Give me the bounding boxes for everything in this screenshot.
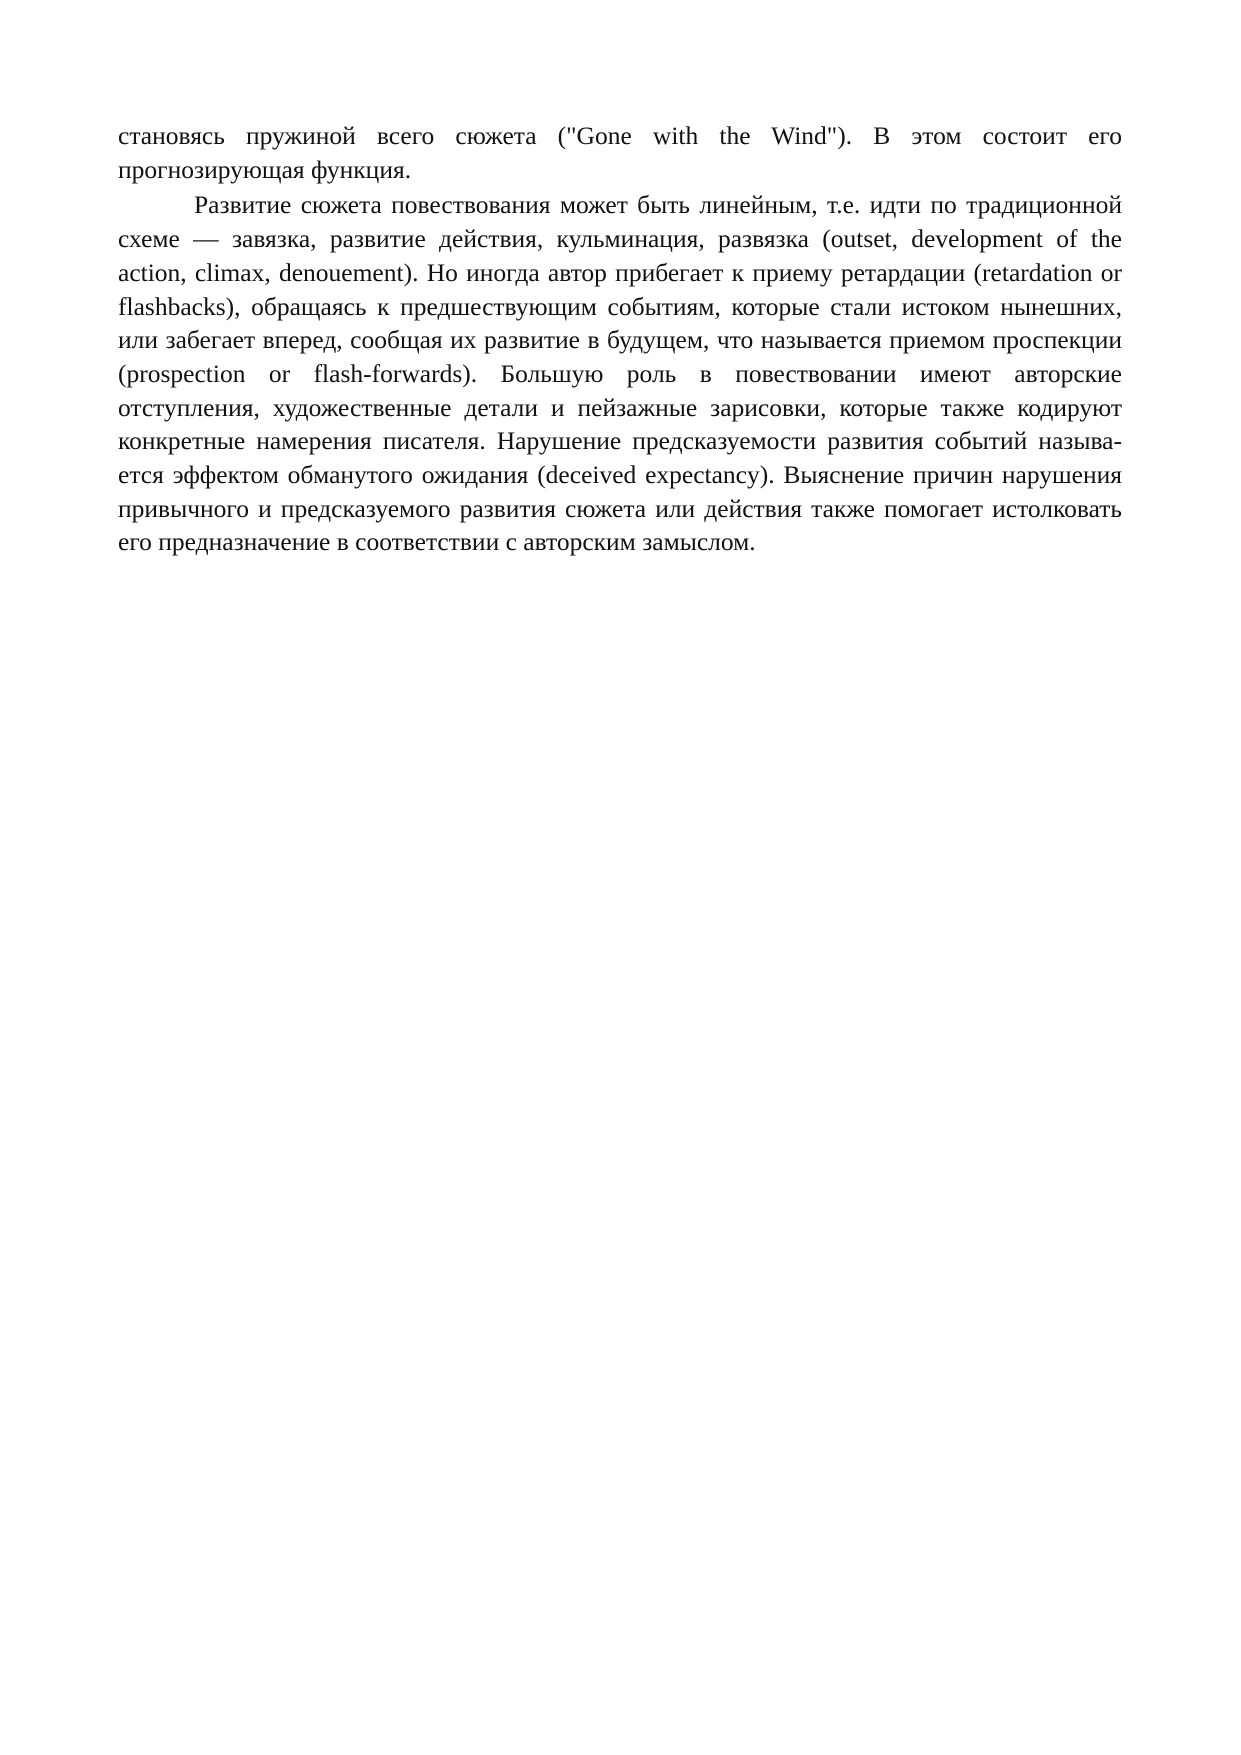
paragraph-plot-development: Развитие сюжета повествования может быть линейным, т.е. идти по традиционной схеме — завязка, развитие действия, кульминация, развязка (outset, development of the action, climax, denouement). Но иногда автор прибегает к приему ретардации (retardation or flashbacks), обращаясь к предшествующим событиям, которые стали истоком нынешних, или забегает вперед, сообщая их развитие в будущем, что называется приемом проспекции (prospection or flash-forwards). Большую роль в повествовании имеют авторские отступления, художественные детали и пейзажные зарисовки, которые также кодируют конкретные намерения писателя. Нарушение предсказуемости развития событий называется эффектом обманутого ожидания (deceived expectancy). Выяснение причин нарушения привычного и предсказуемого развития сюжета или действия также помогает истолковать его предназначение в соответствии с авторским замыслом. bbox=[118, 190, 1122, 557]
document-page bbox=[118, 119, 1122, 561]
paragraph-continuation: становясь пружиной всего сюжета ("Gone with the Wind"). В этом состоит его прогнозирующая функция. bbox=[118, 121, 1122, 184]
